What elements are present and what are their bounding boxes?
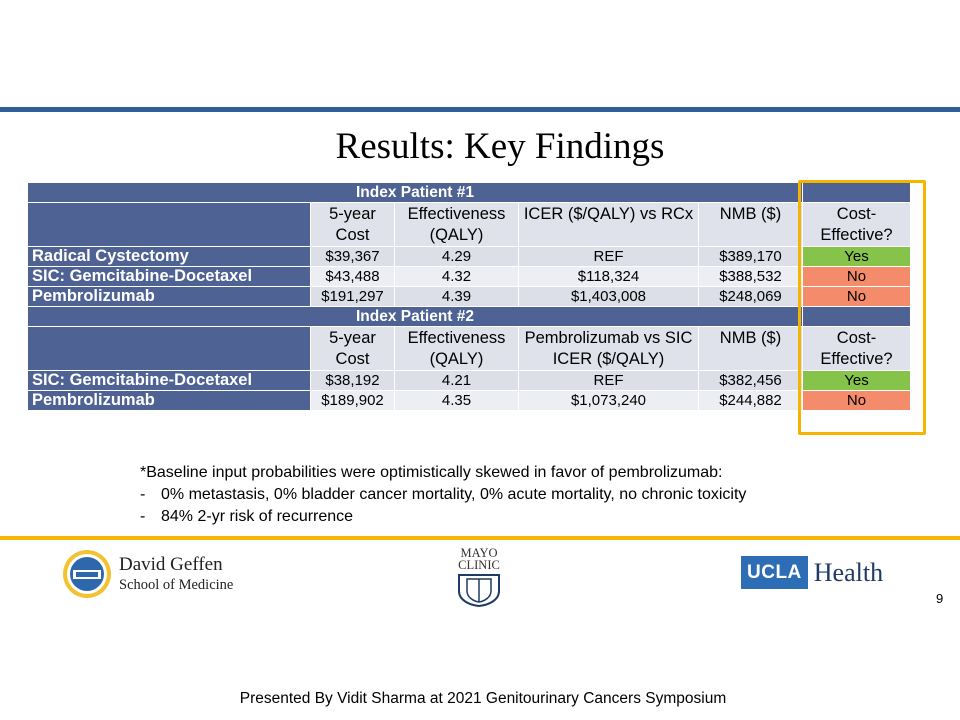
table-row [28, 267, 911, 287]
bottom-rule [0, 536, 960, 540]
cost-effective-cell: Yes [803, 247, 911, 267]
patient2-title-row [28, 307, 911, 327]
ucla-seal-icon [62, 549, 112, 599]
effectiveness-cell: 4.32 [395, 267, 519, 287]
geffen-school: School of Medicine [119, 576, 234, 593]
notes-bullet [140, 506, 746, 528]
column-header-cost: 5-year Cost [311, 203, 395, 247]
icer-cell: $1,403,008 [519, 287, 699, 307]
ucla-health-logo [741, 556, 883, 589]
column-header-blank [28, 327, 311, 371]
column-header-effectiveness: Effectiveness (QALY) [395, 327, 519, 371]
cost-cell: $191,297 [311, 287, 395, 307]
cost-cell: $38,192 [311, 371, 395, 391]
table-row [28, 247, 911, 267]
results-table [27, 182, 911, 411]
notes-intro: *Baseline input probabilities were optimistically skewed in favor of pembrolizumab: [140, 464, 723, 481]
mayo-shield-icon [455, 573, 503, 607]
bullet-marker: - [140, 486, 146, 503]
effectiveness-cell: 4.29 [395, 247, 519, 267]
nmb-cell: $389,170 [699, 247, 803, 267]
effectiveness-cell: 4.35 [395, 391, 519, 411]
column-header-blank [28, 203, 311, 247]
patient2-title: Index Patient #2 [28, 307, 803, 327]
patient2-header-row [28, 327, 911, 371]
cost-effective-cell: No [803, 287, 911, 307]
cost-effective-cell: Yes [803, 371, 911, 391]
nmb-cell: $244,882 [699, 391, 803, 411]
health-wordmark: Health [813, 557, 884, 587]
notes-bullet [140, 484, 746, 506]
nmb-cell: $248,069 [699, 287, 803, 307]
cost-effective-highlight-box [798, 180, 926, 435]
table-row [28, 371, 911, 391]
cost-cell: $43,488 [311, 267, 395, 287]
column-header-cost-effective: Cost-Effective? [803, 203, 911, 247]
column-header-icer: Pembrolizumab vs SIC ICER ($/QALY) [519, 327, 699, 371]
column-header-cost-effective: Cost-Effective? [803, 327, 911, 371]
ucla-wordmark: UCLA [741, 556, 808, 589]
column-header-nmb: NMB ($) [699, 327, 803, 371]
cost-cell: $189,902 [311, 391, 395, 411]
page-number: 9 [936, 591, 944, 606]
icer-cell: $1,073,240 [519, 391, 699, 411]
icer-cell: REF [519, 247, 699, 267]
footer-credit: Presented By Vidit Sharma at 2021 Genitourinary Cancers Symposium [239, 690, 727, 707]
cost-cell: $39,367 [311, 247, 395, 267]
mayo-clinic-logo [450, 547, 508, 607]
notes [140, 462, 746, 528]
row-label: Radical Cystectomy [28, 247, 311, 267]
effectiveness-cell: 4.39 [395, 287, 519, 307]
column-header-cost: 5-year Cost [311, 327, 395, 371]
table-row [28, 287, 911, 307]
top-rule [0, 107, 960, 112]
bullet-text: 84% 2-yr risk of recurrence [161, 508, 354, 525]
column-header-effectiveness: Effectiveness (QALY) [395, 203, 519, 247]
mayo-text-line1: MAYO [460, 546, 498, 560]
column-header-icer: ICER ($/QALY) vs RCx [519, 203, 699, 247]
nmb-cell: $388,532 [699, 267, 803, 287]
patient1-title: Index Patient #1 [28, 183, 803, 203]
bullet-text: 0% metastasis, 0% bladder cancer mortality, 0% acute mortality, no chronic toxicity [161, 486, 747, 503]
row-label: SIC: Gemcitabine-Docetaxel [28, 267, 311, 287]
table-row [28, 391, 911, 411]
patient1-header-row [28, 203, 911, 247]
nmb-cell: $382,456 [699, 371, 803, 391]
bullet-marker: - [140, 508, 146, 525]
geffen-logo [62, 549, 233, 599]
row-label: SIC: Gemcitabine-Docetaxel [28, 371, 311, 391]
slide-title: Results: Key Findings [335, 126, 665, 167]
column-header-nmb: NMB ($) [699, 203, 803, 247]
cost-effective-cell: No [803, 391, 911, 411]
mayo-text-line2: CLINIC [458, 558, 500, 572]
geffen-name: David Geffen [119, 553, 223, 575]
cost-effective-cell: No [803, 267, 911, 287]
effectiveness-cell: 4.21 [395, 371, 519, 391]
row-label: Pembrolizumab [28, 287, 311, 307]
patient1-title-row [28, 183, 911, 203]
row-label: Pembrolizumab [28, 391, 311, 411]
icer-cell: $118,324 [519, 267, 699, 287]
icer-cell: REF [519, 371, 699, 391]
